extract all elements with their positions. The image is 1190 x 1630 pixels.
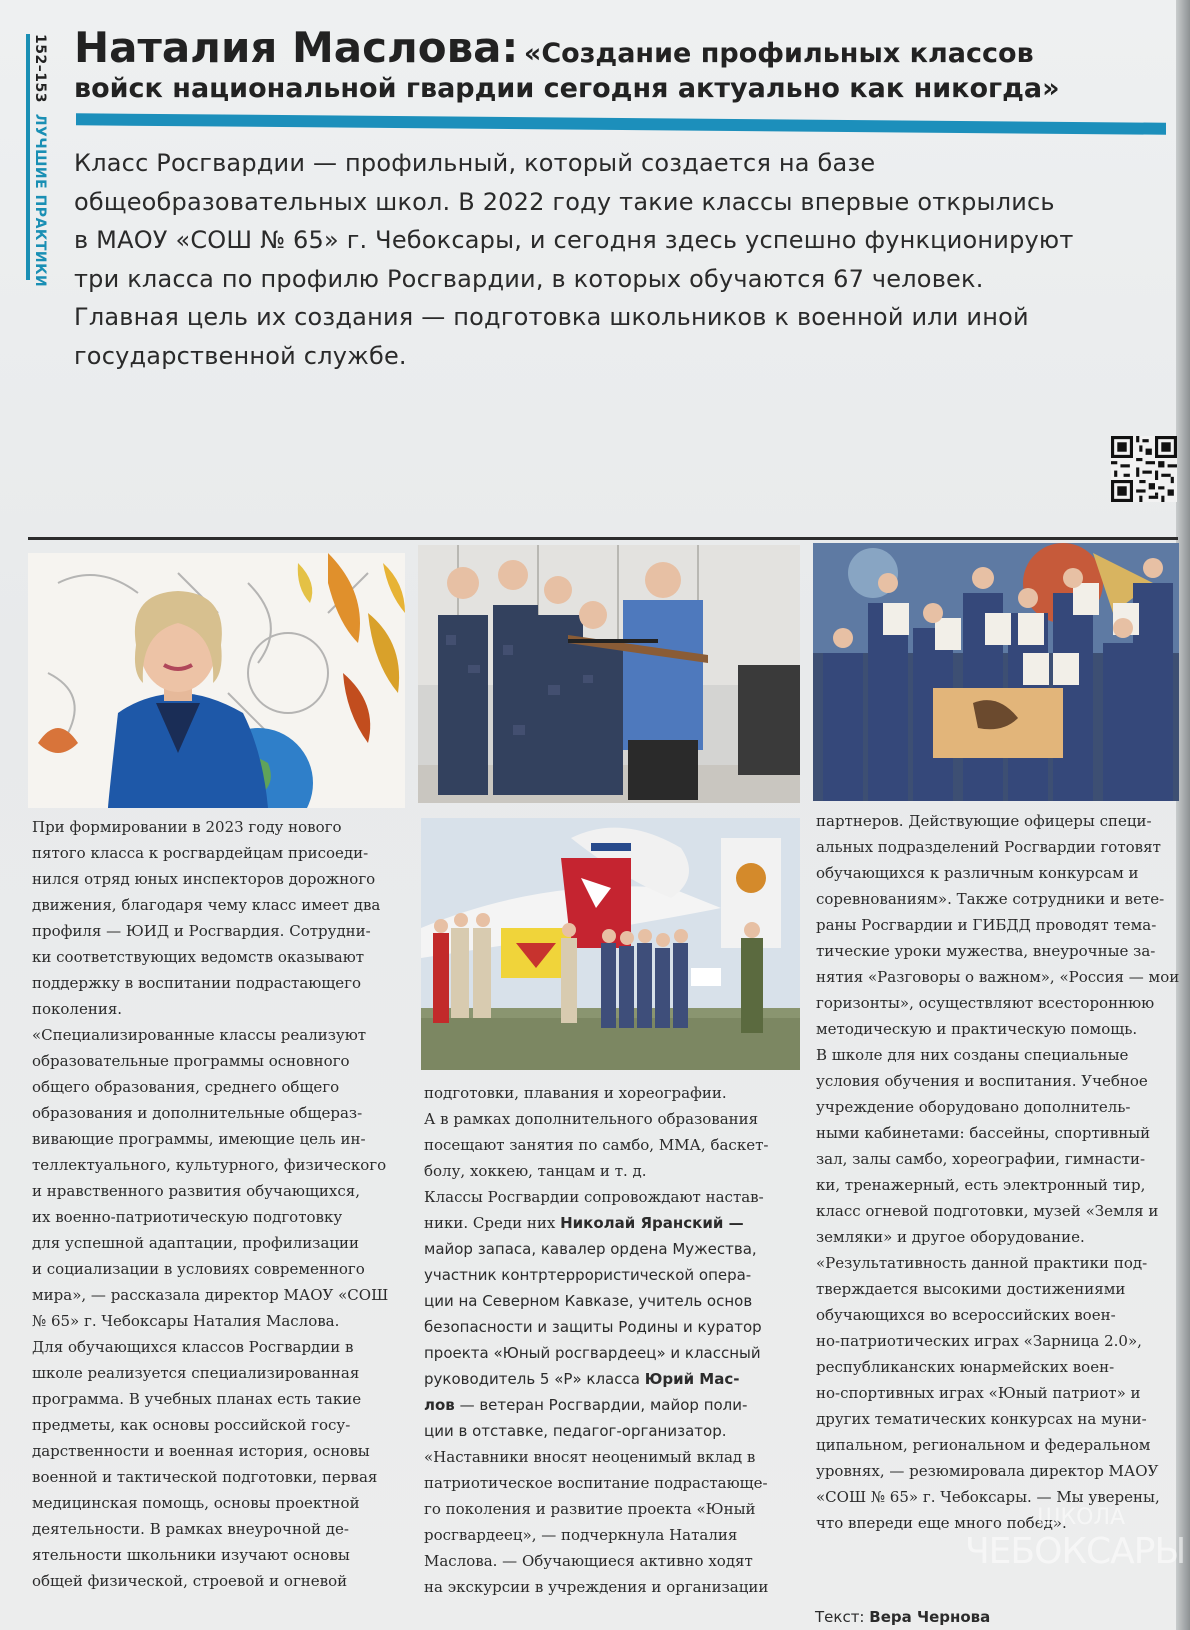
- text-line: что впереди еще много побед».: [816, 1514, 1067, 1532]
- text-line: альных подразделений Росгвардии готовят: [816, 838, 1161, 856]
- text-line: болу, хоккею, танцам и т. д.: [424, 1162, 647, 1180]
- text-line: движения, благодаря чему класс имеет два: [32, 896, 381, 914]
- text-line: земляки» и другое оборудование.: [816, 1228, 1085, 1246]
- text-line: «СОШ № 65» г. Чебоксары. — Мы уверены,: [816, 1488, 1160, 1506]
- text-line: горизонты», осуществляют всестороннюю: [816, 994, 1155, 1012]
- text-run: — ветеран Росгвардии, майор поли-: [454, 1396, 748, 1414]
- text-line: но-спортивных играх «Юный патриот» и: [816, 1384, 1141, 1402]
- text-line: пятого класса к росгвардейцам присоеди-: [32, 844, 369, 862]
- text-line: и социализации в условиях современного: [32, 1260, 365, 1278]
- award-ceremony-photo: [813, 543, 1179, 801]
- section-rubric: [26, 34, 62, 288]
- headline-quote-line2: войск национальной гвардии сегодня актуально как никогда»: [74, 73, 1060, 105]
- text-line: теллектуального, культурного, физического: [32, 1156, 387, 1174]
- lead-line: в МАОУ «СОШ № 65» г. Чебоксары, и сегодня здесь успешно функционируют: [74, 226, 1074, 254]
- text-run: руководитель 5 «Р» класса: [424, 1370, 645, 1388]
- portrait-photo: [28, 553, 405, 808]
- text-line: методическую и практическую помощь.: [816, 1020, 1138, 1038]
- text-line: майор запаса, кавалер ордена Мужества,: [424, 1240, 757, 1258]
- text-line: предметы, как основы российской госу-: [32, 1416, 351, 1434]
- text-line: общего образования, среднего общего: [32, 1078, 340, 1096]
- text-line: А в рамках дополнительного образования: [424, 1110, 759, 1128]
- text-line: и нравственного развития обучающихся,: [32, 1182, 360, 1200]
- text-line: мира», — рассказала директор МАОУ «СОШ: [32, 1286, 389, 1304]
- mentor-name-maslov-cont: лов: [424, 1396, 455, 1414]
- text-line: При формировании в 2023 году нового: [32, 818, 342, 836]
- text-line: ции на Северном Кавказе, учитель основ: [424, 1292, 753, 1310]
- text-line: профиля — ЮИД и Росгвардия. Сотрудни-: [32, 922, 371, 940]
- text-line: В школе для них созданы специальные: [816, 1046, 1129, 1064]
- text-line: раны Росгвардии и ГИБДД проводят тема-: [816, 916, 1157, 934]
- text-line: участник контртеррористической опера-: [424, 1266, 752, 1284]
- text-line: [424, 1392, 768, 1418]
- text-line: ции в отставке, педагог-организатор.: [424, 1422, 727, 1440]
- text-line: класс огневой подготовки, музей «Земля и: [816, 1202, 1159, 1220]
- article-lead: [74, 144, 1164, 375]
- credit-author: Вера Чернова: [869, 1608, 991, 1626]
- text-line: их военно-патриотическую подготовку: [32, 1208, 343, 1226]
- article-column-1: [32, 814, 388, 1594]
- text-line: соревнованиям». Также сотрудники и вете-: [816, 890, 1165, 908]
- text-line: № 65» г. Чебоксары Наталия Маслова.: [32, 1312, 340, 1330]
- text-line: проекта «Юный росгвардеец» и классный: [424, 1344, 761, 1362]
- text-line: дарственности и военная история, основы: [32, 1442, 370, 1460]
- article-column-3: [816, 808, 1179, 1536]
- text-line: военной и тактической подготовки, первая: [32, 1468, 378, 1486]
- text-line: республиканских юнармейских воен-: [816, 1358, 1115, 1376]
- watermark-line2: ЧЕБОКСАРЫ: [965, 1531, 1186, 1572]
- text-line: обучающихся к различным конкурсам и: [816, 864, 1139, 882]
- qr-code-icon[interactable]: [1111, 436, 1177, 502]
- airfield-group-photo: [421, 818, 800, 1070]
- text-line: обучающихся во всероссийских воен-: [816, 1306, 1116, 1324]
- text-line: Для обучающихся классов Росгвардии в: [32, 1338, 354, 1356]
- text-line: ными кабинетами: бассейны, спортивный: [816, 1124, 1151, 1142]
- watermark-logo: [965, 1505, 1186, 1595]
- text-line: медицинская помощь, основы проектной: [32, 1494, 360, 1512]
- text-line: поколения.: [32, 1000, 123, 1018]
- text-line: посещают занятия по самбо, ММА, баскет-: [424, 1136, 769, 1154]
- lead-line: государственной службе.: [74, 341, 407, 370]
- text-line: других тематических конкурсах на муни-: [816, 1410, 1147, 1428]
- text-line: образования и дополнительные общераз-: [32, 1104, 363, 1122]
- text-line: деятельности. В рамках внеурочной де-: [32, 1520, 349, 1538]
- section-divider: [28, 537, 1178, 540]
- mentor-name-yaransky: Николай Яранский —: [560, 1214, 744, 1232]
- text-line: поддержку в воспитании подрастающего: [32, 974, 362, 992]
- headline-quote-line1: «Создание профильных классов: [523, 38, 1034, 69]
- text-line: «Специализированные классы реализуют: [32, 1026, 367, 1044]
- text-line: партнеров. Действующие офицеры специ-: [816, 812, 1152, 830]
- text-line: уровнях, — резюмировала директор МАОУ: [816, 1462, 1159, 1480]
- text-line: тические уроки мужества, внеурочные за-: [816, 942, 1156, 960]
- text-line: Маслова. — Обучающиеся активно ходят: [424, 1552, 753, 1570]
- lead-line: Класс Росгвардии — профильный, который создается на базе: [74, 149, 876, 177]
- text-line: ятельности школьники изучают основы: [32, 1546, 350, 1564]
- section-name: ЛУЧШИЕ ПРАКТИКИ: [32, 113, 48, 288]
- lead-line: Главная цель их создания — подготовка школьников к военной или иной: [74, 303, 1029, 331]
- text-line: вивающие программы, имеющие цель ин-: [32, 1130, 366, 1148]
- text-line: ки соответствующих ведомств оказывают: [32, 948, 365, 966]
- page-numbers: 152–153: [32, 34, 48, 103]
- text-line: программа. В учебных планах есть такие: [32, 1390, 362, 1408]
- text-line: Классы Росгвардии сопровождают настав-: [424, 1188, 764, 1206]
- author-credit: [815, 1608, 990, 1626]
- lead-line: общеобразовательных школ. В 2022 году такие классы впервые открылись: [74, 187, 1055, 216]
- text-line: образовательные программы основного: [32, 1052, 350, 1070]
- text-line: общей физической, строевой и огневой: [32, 1572, 348, 1590]
- text-line: [424, 1210, 768, 1236]
- text-line: подготовки, плавания и хореографии.: [424, 1084, 727, 1102]
- text-line: тверждается высокими достижениями: [816, 1280, 1126, 1298]
- text-line: ки, тренажерный, есть электронный тир,: [816, 1176, 1146, 1194]
- rifle-training-photo: [418, 545, 800, 803]
- text-line: «Наставники вносят неоценимый вклад в: [424, 1448, 756, 1466]
- text-line: нился отряд юных инспекторов дорожного: [32, 870, 376, 888]
- text-line: патриотическое воспитание подрастающе-: [424, 1474, 768, 1492]
- text-line: го поколения и развитие проекта «Юный: [424, 1500, 756, 1518]
- text-line: условия обучения и воспитания. Учебное: [816, 1072, 1148, 1090]
- text-line: ципальном, региональном и федеральном: [816, 1436, 1151, 1454]
- mentor-name-maslov: Юрий Мас-: [644, 1370, 740, 1388]
- text-line: [424, 1366, 768, 1392]
- article-column-2: [424, 1080, 768, 1600]
- text-line: но-патриотических играх «Зарница 2.0»,: [816, 1332, 1142, 1350]
- text-line: школе реализуется специализированная: [32, 1364, 360, 1382]
- watermark-line1: ШКОЛА: [1037, 1505, 1126, 1530]
- headline-name: Наталия Маслова:: [74, 23, 519, 72]
- text-line: на экскурсии в учреждения и организации: [424, 1578, 769, 1596]
- article-headline: [74, 22, 1134, 106]
- text-line: нятия «Разговоры о важном», «Россия — мои: [816, 968, 1180, 986]
- text-line: зал, залы самбо, хореографии, гимнасти-: [816, 1150, 1146, 1168]
- text-run: ники. Среди них: [424, 1214, 561, 1232]
- text-line: росгвардеец», — подчеркнула Наталия: [424, 1526, 738, 1544]
- text-line: учреждение оборудовано дополнитель-: [816, 1098, 1131, 1116]
- lead-line: три класса по профилю Росгвардии, в которых обучаются 67 человек.: [74, 264, 984, 293]
- text-line: «Результативность данной практики под-: [816, 1254, 1148, 1272]
- text-line: безопасности и защиты Родины и куратор: [424, 1318, 762, 1336]
- text-line: для успешной адаптации, профилизации: [32, 1234, 360, 1252]
- credit-label: Текст:: [815, 1608, 870, 1626]
